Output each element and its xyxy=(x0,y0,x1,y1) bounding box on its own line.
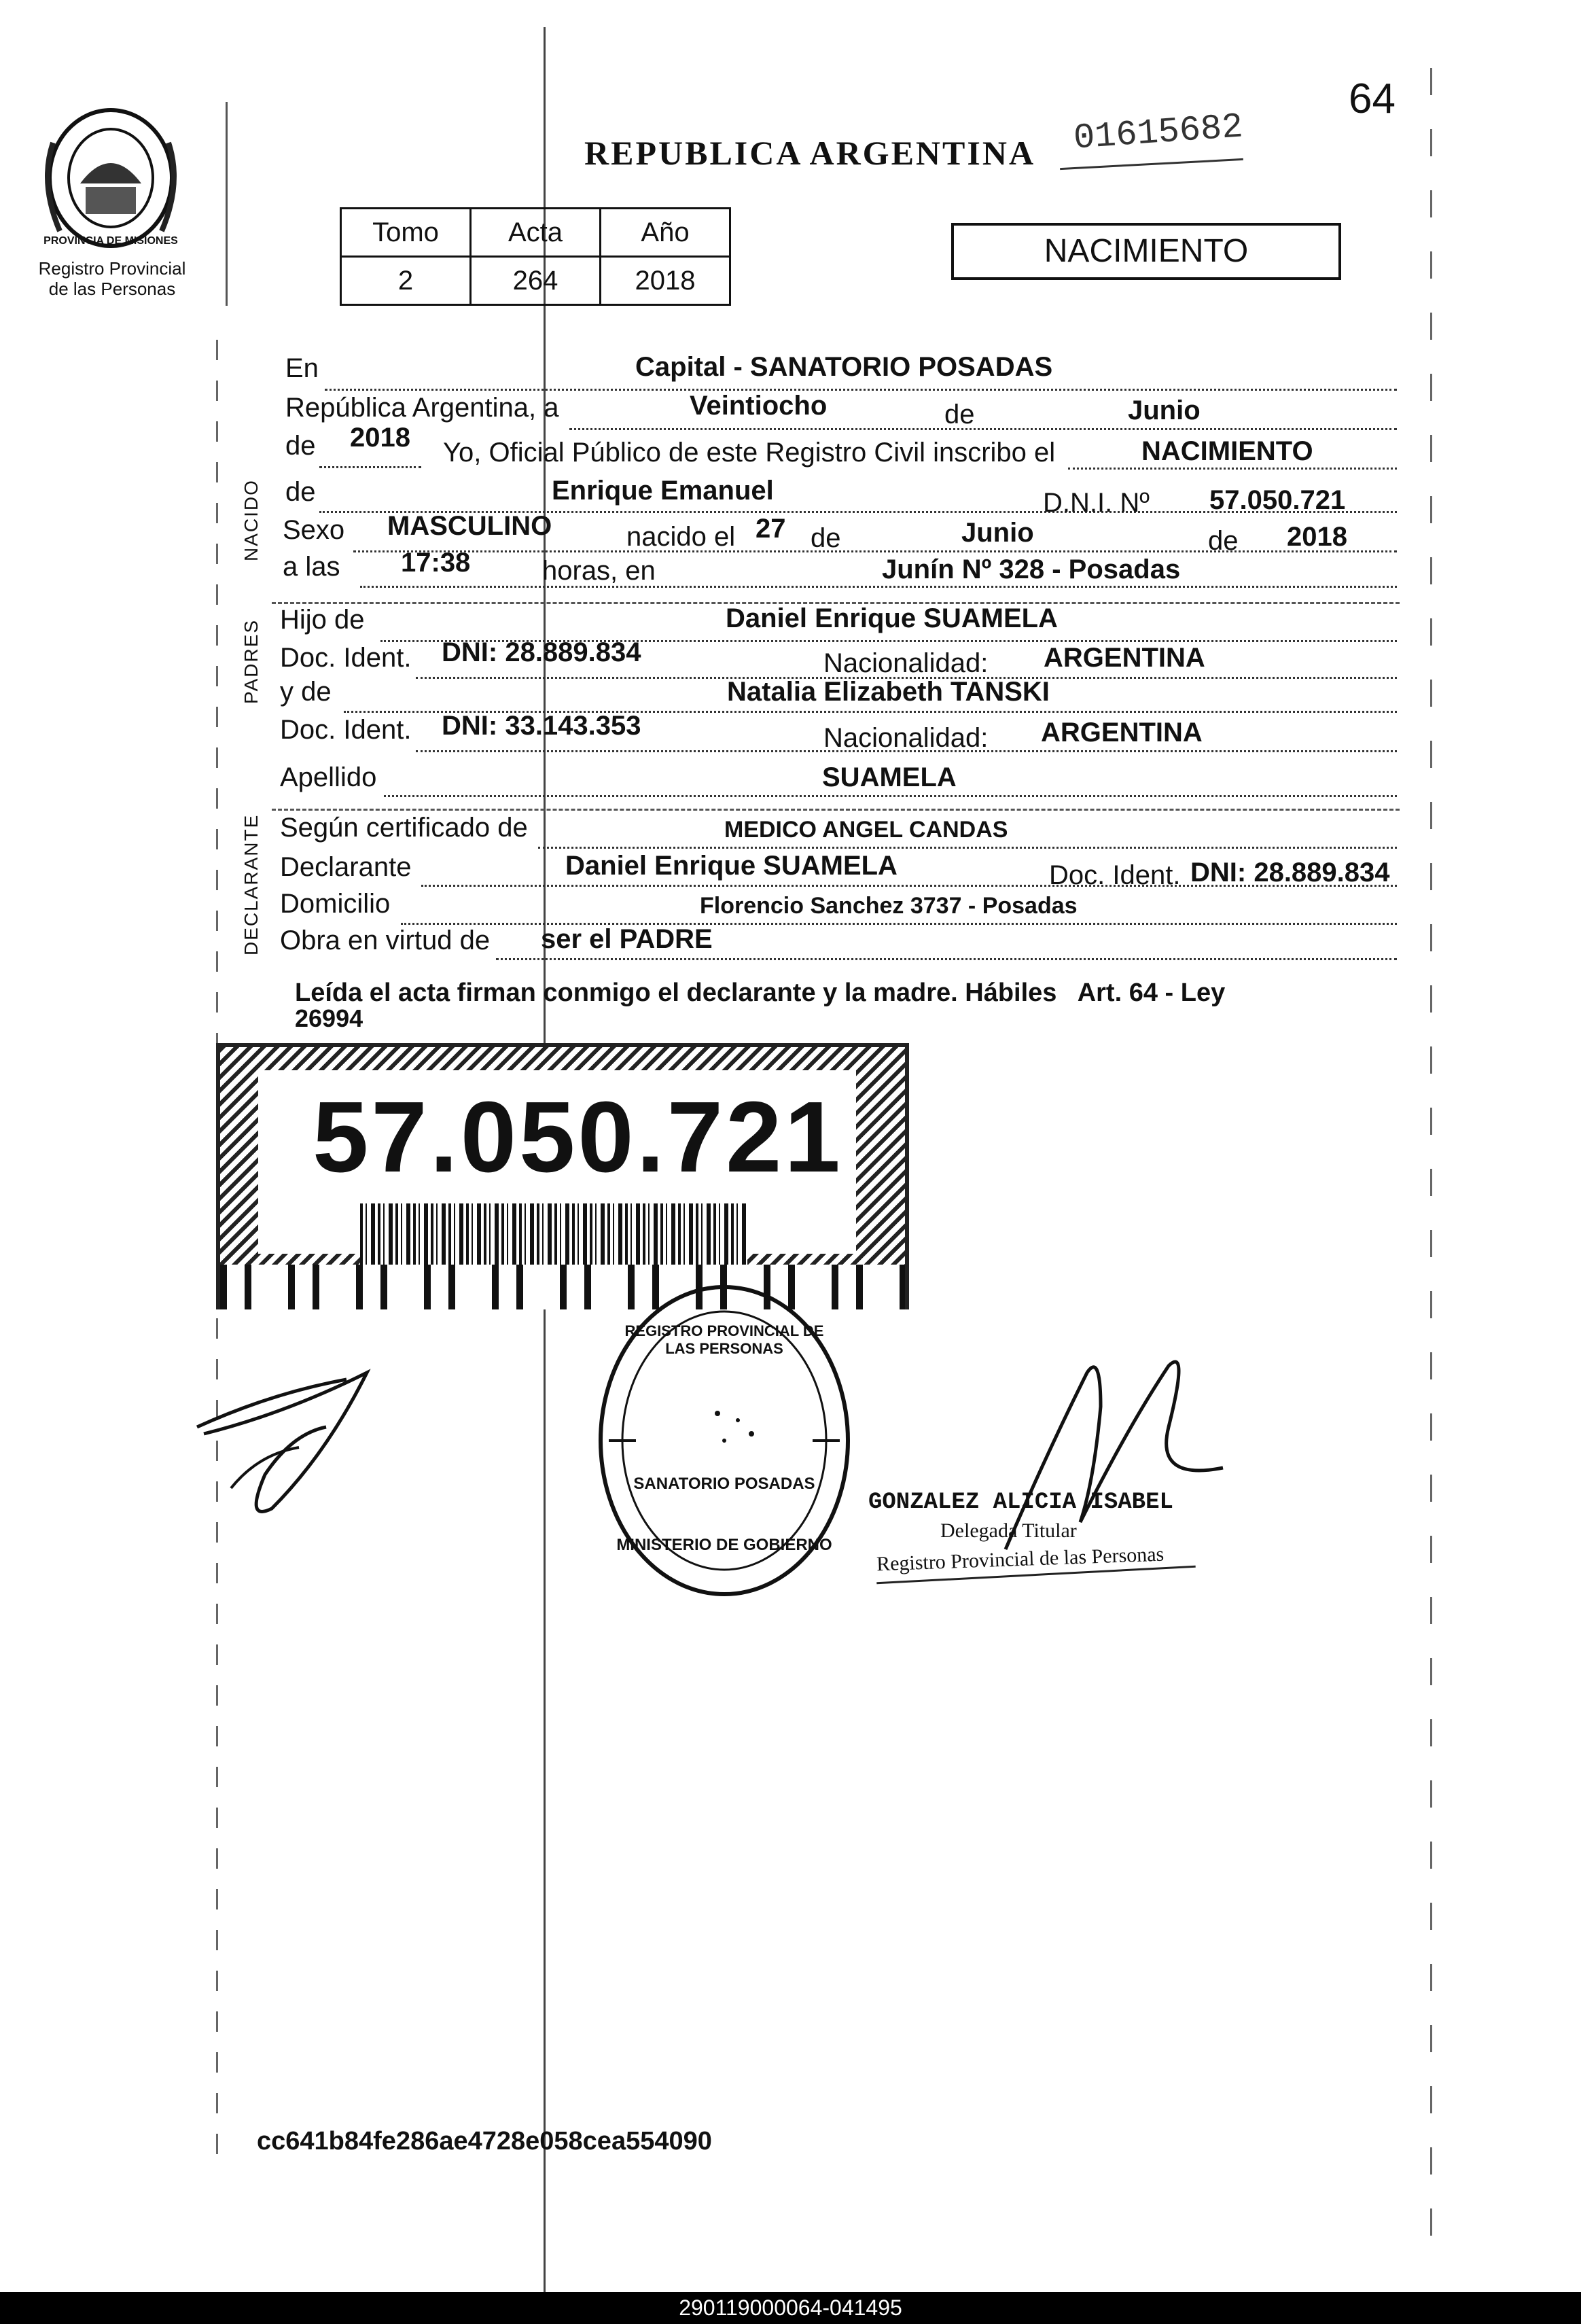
mother-nationality: ARGENTINA xyxy=(1041,718,1203,747)
sex-label: Sexo xyxy=(283,515,345,545)
registry-label xyxy=(14,258,211,299)
year-label: de xyxy=(285,431,316,461)
sticker-inner xyxy=(258,1070,856,1254)
born-label: nacido el xyxy=(626,522,736,552)
acta-header: Acta xyxy=(471,209,601,257)
declarant-doc: DNI: 28.889.834 xyxy=(1190,858,1390,887)
day-words: Veintiocho xyxy=(690,391,828,421)
dotted-line xyxy=(538,847,1397,849)
father-nationality: ARGENTINA xyxy=(1044,643,1205,673)
sex-value: MASCULINO xyxy=(387,511,552,541)
declarant-doc-label: Doc. Ident. xyxy=(1049,860,1181,890)
seal-text: PROVINCIA DE MISIONES xyxy=(43,235,178,247)
registry-line-1: Registro Provincial xyxy=(38,258,186,279)
son-of-label: Hijo de xyxy=(280,605,365,635)
closing-line-1: Leída el acta firman conmigo el declarante y la madre. Hábiles Art. 64 - Ley xyxy=(295,979,1226,1007)
dotted-line xyxy=(319,466,421,468)
country-title: REPUBLICA ARGENTINA xyxy=(584,134,1036,172)
father-nationality-label: Nacionalidad: xyxy=(823,648,989,678)
father-doc: DNI: 28.889.834 xyxy=(442,637,641,667)
declarant-name: Daniel Enrique SUAMELA xyxy=(565,851,898,881)
side-label-declarante: DECLARANTE xyxy=(241,813,262,955)
event-value: NACIMIENTO xyxy=(1141,436,1313,466)
id-sticker xyxy=(216,1043,909,1309)
official-stamp xyxy=(588,1278,860,1604)
province-seal xyxy=(33,102,189,258)
serial-number: 01615682 xyxy=(1072,107,1245,159)
hours-label: horas, en xyxy=(542,556,656,586)
tomo-header: Tomo xyxy=(341,209,471,257)
signatory-name: GONZALEZ ALICIA ISABEL xyxy=(868,1490,1173,1515)
surname-value: SUAMELA xyxy=(822,762,957,792)
volume-table xyxy=(340,207,731,306)
stamp-top-text: REGISTRO PROVINCIAL DE LAS PERSONAS xyxy=(624,1322,824,1357)
record-type-box xyxy=(951,223,1341,280)
declarant-signature xyxy=(190,1352,408,1529)
dotted-line xyxy=(360,586,1397,588)
acta-value: 264 xyxy=(471,257,601,305)
and-of-label: y de xyxy=(280,677,332,707)
birth-day: 27 xyxy=(756,514,786,544)
left-margin-line xyxy=(226,102,228,306)
name-label: de xyxy=(285,477,316,507)
footer-code: 290119000064-041495 xyxy=(679,2295,902,2320)
mother-nationality-label: Nacionalidad: xyxy=(823,723,989,753)
capacity-value: ser el PADRE xyxy=(541,924,713,954)
birth-de-label: de xyxy=(811,523,841,553)
birth-year-label: de xyxy=(1208,526,1239,556)
father-name: Daniel Enrique SUAMELA xyxy=(726,603,1058,633)
official-text: Yo, Oficial Público de este Registro Civil inscribo el xyxy=(443,438,1056,468)
address-label: Domicilio xyxy=(280,889,391,919)
birth-time: 17:38 xyxy=(401,548,471,578)
anio-value: 2018 xyxy=(601,257,730,305)
child-dni: 57.050.721 xyxy=(1209,485,1346,515)
dotted-line xyxy=(384,795,1397,797)
de-label: de xyxy=(944,400,975,429)
birth-month: Junio xyxy=(961,518,1034,548)
address-value: Florencio Sanchez 3737 - Posadas xyxy=(700,893,1078,919)
dotted-line xyxy=(496,958,1397,960)
footer-bar xyxy=(0,2292,1581,2324)
child-name: Enrique Emanuel xyxy=(552,476,774,506)
document-hash: cc641b84fe286ae4728e058cea554090 xyxy=(257,2127,712,2155)
capacity-label: Obra en virtud de xyxy=(280,926,491,955)
time-label: a las xyxy=(283,552,340,582)
dotted-line xyxy=(325,389,1397,391)
place-value: Capital - SANATORIO POSADAS xyxy=(635,352,1053,382)
side-label-padres: PADRES xyxy=(241,618,262,704)
page-number: 64 xyxy=(1349,75,1396,122)
stamp-middle-text: SANATORIO POSADAS xyxy=(633,1475,815,1493)
barcode xyxy=(360,1203,747,1269)
section-divider xyxy=(272,809,1400,811)
mother-name: Natalia Elizabeth TANSKI xyxy=(727,677,1050,707)
birth-year: 2018 xyxy=(1287,522,1347,552)
father-doc-label: Doc. Ident. xyxy=(280,643,412,673)
cert-label: Según certificado de xyxy=(280,813,528,843)
tomo-value: 2 xyxy=(341,257,471,305)
en-label: En xyxy=(285,353,319,383)
anio-header: Año xyxy=(601,209,730,257)
mother-doc: DNI: 33.143.353 xyxy=(442,711,641,741)
dotted-line xyxy=(569,428,1397,430)
closing-line-2: 26994 xyxy=(295,1004,363,1032)
surname-label: Apellido xyxy=(280,762,377,792)
sticker-number: 57.050.721 xyxy=(313,1081,843,1193)
dotted-line xyxy=(353,550,1397,552)
year-value: 2018 xyxy=(350,423,410,453)
dotted-line xyxy=(1068,468,1397,470)
birth-place: Junín Nº 328 - Posadas xyxy=(882,554,1181,584)
republica-label: República Argentina, a xyxy=(285,393,559,423)
registry-line-2: de las Personas xyxy=(48,279,176,299)
declarant-label: Declarante xyxy=(280,852,412,882)
month-value: Junio xyxy=(1128,395,1201,425)
side-label-nacido: NACIDO xyxy=(241,479,262,561)
signatory-office: Registro Provincial de las Personas xyxy=(876,1543,1165,1576)
stamp-bottom-text: MINISTERIO DE GOBIERNO xyxy=(616,1536,832,1554)
serial-underline xyxy=(1060,158,1243,170)
right-margin-line xyxy=(1430,68,1432,2242)
mother-doc-label: Doc. Ident. xyxy=(280,715,412,745)
dni-label: D.N.I. Nº xyxy=(1043,488,1150,518)
record-type: NACIMIENTO xyxy=(1044,233,1249,269)
cert-value: MEDICO ANGEL CANDAS xyxy=(724,817,1008,843)
signatory-title: Delegada Titular xyxy=(940,1519,1077,1542)
